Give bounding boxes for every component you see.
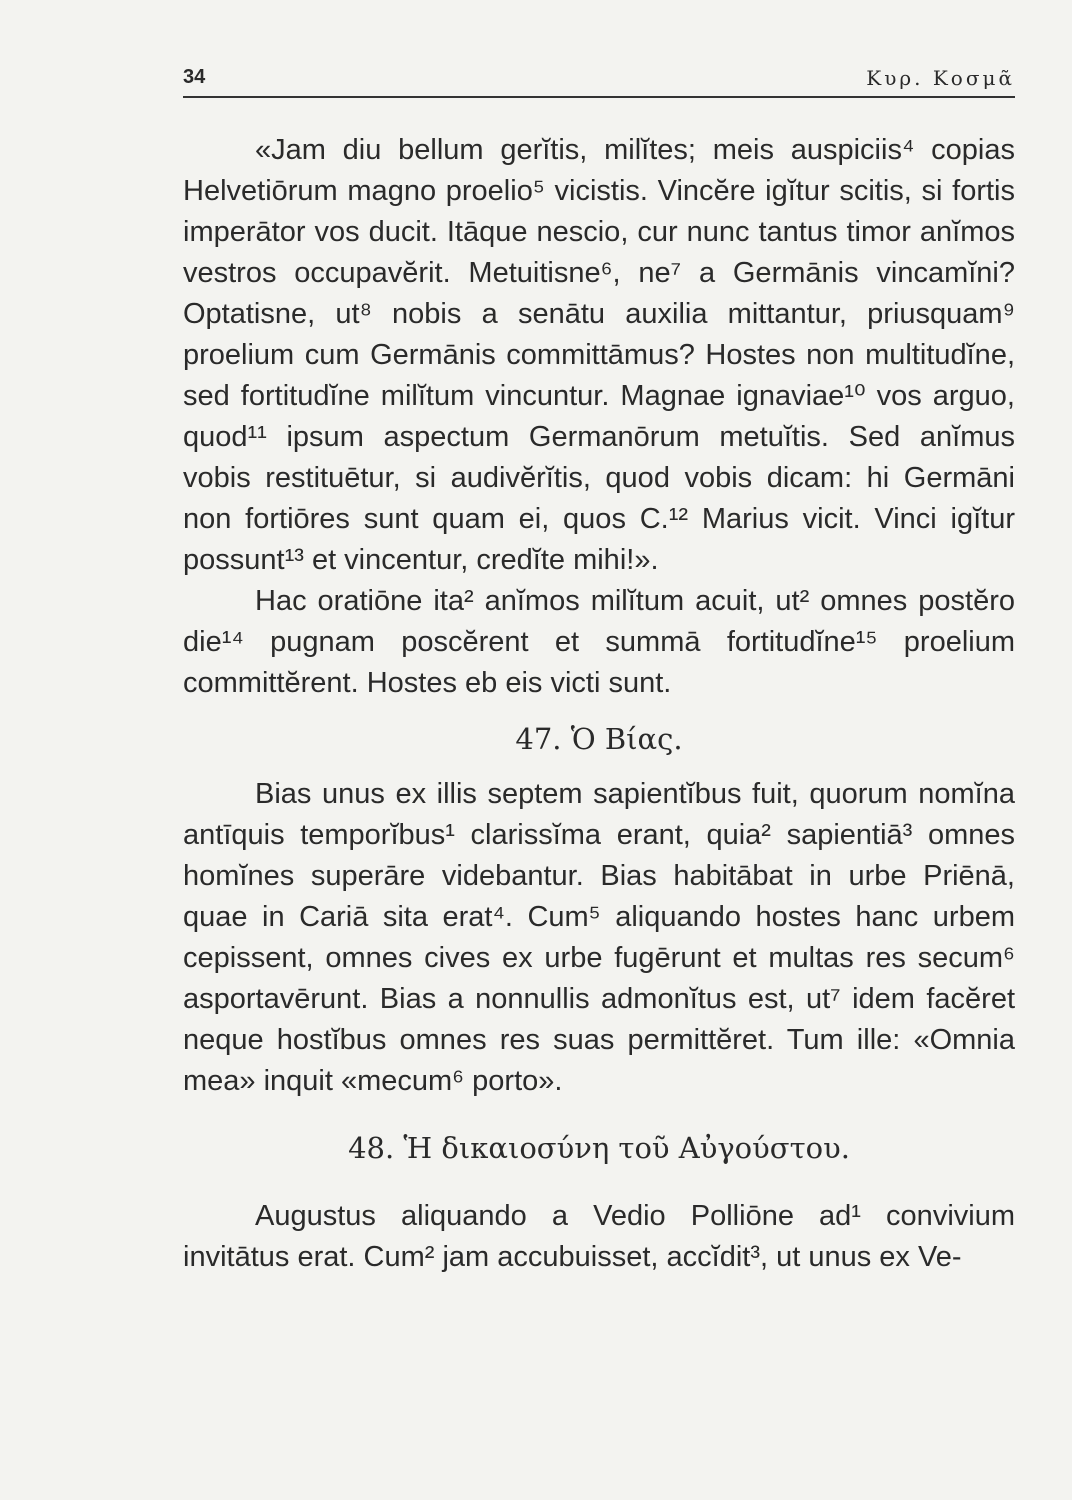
section-47-title: 47. Ὁ Βίας. — [515, 722, 683, 756]
paragraph-speech: «Jam diu bellum gerĭtis, milĭtes; meis auspiciis⁴ copias Helvetiōrum magno proelio⁵ vicistis. Vincĕre igĭtur scitis, si fortis imperātor vos ducit. Itāque nescio, cur nunc tantus timor anĭmos vestros occupavĕrit. Metuitisne⁶, ne⁷ a Germānis vincamĭni? Optatisne, ut⁸ nobis a senātu auxilia mittantur, priusquam⁹ proelium cum Germānis committāmus? Hostes non multitudĭne, sed fortitudĭne milĭtum vincuntur. Magnae ignaviae¹⁰ vos arguo, quod¹¹ ipsum aspectum Germanōrum metuĭtis. Sed anĭmus vobis restituētur, si audivĕrĭtis, quod vobis dicam: hi Germāni non fortiōres sunt quam ei, quos C.¹² Marius vicit. Vinci igĭtur possunt¹³ et vincentur, credĭte mihi!». — [183, 134, 1015, 576]
running-head: Κυρ. Κοσμᾶ — [866, 66, 1015, 90]
section-47-paragraph: Bias unus ex illis septem sapientĭbus fuit, quorum nomĭna antīquis temporĭbus¹ clarissĭma erant, quia² sapientiā³ omnes homĭnes superāre videbantur. Bias habitābat in urbe Priēnā, quae in Cariā sita erat⁴. Cum⁵ aliquando hostes hanc urbem cepissent, omnes cives ex urbe fugērunt et multas res secum⁶ asportavērunt. Bias a nonnullis admonĭtus est, ut⁷ idem facĕret neque hostĭbus omnes res suas permittĕret. Tum ille: «Omnia mea» inquit «mecum⁶ porto». — [183, 778, 1015, 1097]
section-48-paragraph: Augustus aliquando a Vedio Polliōne ad¹ convivium invitātus erat. Cum² jam accubuisset, accĭdit³, ut unus ex Ve- — [183, 1200, 1015, 1273]
section-48-title: 48. Ἡ δικαιοσύνη τοῦ Αὐγούστου. — [348, 1131, 850, 1165]
page-number: 34 — [183, 66, 206, 88]
page-header — [183, 66, 1015, 96]
header-rule — [183, 96, 1015, 98]
paragraph-battle: Hac oratiōne ita² anĭmos milĭtum acuit, ut² omnes postĕro die¹⁴ pugnam poscĕrent et summā fortitudĭne¹⁵ proelium committĕrent. Hostes eb eis victi sunt. — [183, 585, 1015, 699]
page-body — [183, 130, 1015, 1278]
